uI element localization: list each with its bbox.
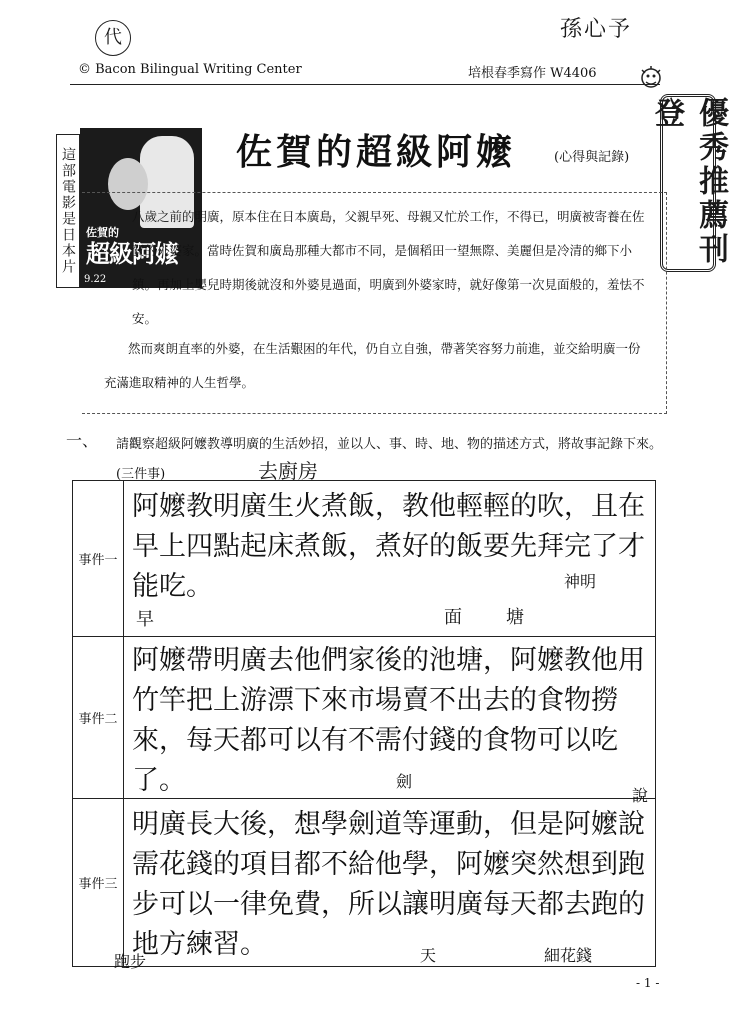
student-name: 孫心予	[560, 17, 633, 42]
event-cell	[114, 772, 656, 971]
header-divider	[70, 84, 660, 85]
teacher-mark: 代	[95, 20, 131, 56]
course-code: 培根春季寫作 W4406	[468, 66, 597, 81]
margin-note: 天	[420, 946, 437, 965]
question-number: 一、	[66, 431, 99, 450]
table-row	[73, 481, 656, 637]
margin-note: 跑步	[114, 952, 147, 971]
events-table	[72, 480, 656, 971]
question-annotation: 去廚房	[258, 459, 318, 483]
intro-paragraph-2: 然而爽朗直率的外婆，在生活艱困的年代，仍自立自強，帶著笑容努力前進，並交給明廣一份充滿進取精神的人生哲學。	[104, 341, 641, 390]
event-entry: 阿嬤教明廣生火煮飯，教他輕輕的吹，且在早上四點起床煮飯，煮好的飯要先拜完了才能吃。	[132, 491, 645, 602]
intro-paragraph-1: 八歲之前的明廣，原本住在日本廣島，父親早死、母親又忙於工作，不得已，明廣被寄養在佐賀的外婆家。當時佐賀和廣島那種大都市不同，是個稻田一望無際、美麗但是冷清的鄉下小鎮。再加上嬰兒時期後就沒和外婆見過面，明廣到外婆家時，就好像第一次見面般的，羞怯不安。	[132, 209, 645, 326]
poster-small-title: 佐賀的	[86, 226, 119, 239]
margin-note: 面	[444, 607, 462, 628]
poster-big-title: 超級阿嬤	[86, 239, 178, 268]
event-cell	[124, 481, 656, 637]
recommend-stamp: 優秀推薦刊登	[660, 94, 716, 272]
event-label: 事件三	[73, 799, 124, 967]
event-label: 事件一	[73, 481, 124, 637]
question-text: 請觀察超級阿嬤教導明廣的生活妙招，並以人、事、時、地、物的描述方式，將故事記錄下來。(三件事)	[116, 437, 663, 482]
event-entry: 阿嬤帶明廣去他們家後的池塘，阿嬤教他用竹竿把上游漂下來市場賣不出去的食物撈來，每天都可以有不需付錢的食物可以吃了。	[132, 645, 645, 796]
mascot-icon	[636, 64, 666, 94]
sidebar-note: 這部電影是日本片	[56, 134, 80, 288]
event-entry: 明廣長大後，想學劍道等運動，但是阿嬤說需花錢的項目都不給他學，阿嬤突然想到跑步可以一律免費，所以讓明廣每天都去跑的地方練習。	[132, 809, 645, 960]
margin-note: 說	[632, 786, 649, 805]
margin-note: 細花錢	[544, 946, 593, 965]
page-title: 佐賀的超級阿嬤	[236, 132, 517, 173]
poster-date: 9.22	[84, 274, 107, 285]
event-cell	[124, 607, 656, 799]
page-subtitle: (心得與記錄)	[554, 150, 630, 165]
copyright-text: © Bacon Bilingual Writing Center	[78, 62, 302, 77]
margin-note: 塘	[506, 607, 524, 628]
table-row	[73, 799, 656, 967]
table-row	[73, 637, 656, 799]
margin-note: 早	[136, 609, 154, 630]
margin-note: 神明	[564, 572, 597, 591]
margin-note: 劍	[396, 772, 413, 791]
page-number: - 1 -	[636, 976, 660, 990]
event-label: 事件二	[73, 637, 124, 799]
